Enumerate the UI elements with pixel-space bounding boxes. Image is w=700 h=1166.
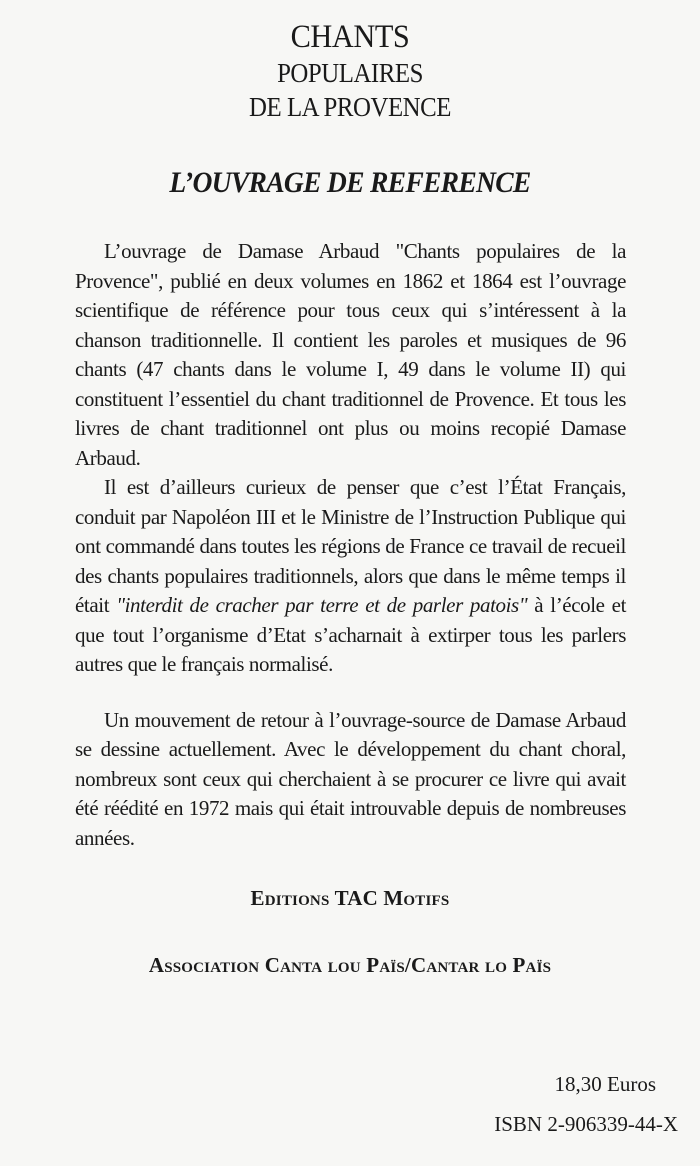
paragraph-3: Un mouvement de retour à l’ouvrage-source de Damase Arbaud se dessine actuellement. Avec le développement du chant choral, nombreux sont ceux qui cherchaient à se procurer ce livre qui avait été réédité en 1972 mais qui était introuvable depuis de nombreuses années. xyxy=(75,707,626,850)
book-subtitle: L’OUVRAGE DE REFERENCE xyxy=(169,166,531,199)
title-line-2: POPULAIRES xyxy=(277,58,423,88)
publisher-name: Editions TAC Motifs xyxy=(250,886,450,910)
paragraph-1: L’ouvrage de Damase Arbaud "Chants populaires de la Provence", publié en deux volumes en 1862 et 1864 est l’ouvrage scientifique de référence pour tous ceux qui s’intéressent à la chanson traditionnelle. Il contient les paroles et musiques de 96 chants (47 chants dans le volume I, 49 dans le volume II) qui constituent l’essentiel du chant traditionnel de Provence. Et tous les livres de chant traditionnel ont plus ou moins recopié Damase Arbaud. xyxy=(75,239,626,470)
isbn: ISBN 2-906339-44-X xyxy=(494,1112,678,1136)
paragraph-2 xyxy=(75,473,626,680)
title-line-1: CHANTS xyxy=(290,19,410,55)
paragraph-2-start: Il est d’ailleurs curieux de penser que c’est l’État Français, conduit par Napoléon III et le Ministre de l’Instruction Publique qui ont commandé dans toutes les régions de France ce travail de recueil des chants populaires traditionnels, alors que dans le même temps il était xyxy=(75,475,626,617)
title-line-3: DE LA PROVENCE xyxy=(249,92,451,122)
paragraph-2-end: à l’école et que tout l’organisme d’Etat s’acharnait à extirper tous les parlers autres que le français normalisé. xyxy=(75,593,626,676)
description-text xyxy=(75,237,626,853)
price: 18,30 Euros xyxy=(554,1072,656,1096)
paragraph-2-quote: "interdit de cracher par terre et de parler patois" xyxy=(116,593,528,617)
book-title xyxy=(0,18,700,124)
association-name: Association Canta lou Païs/Cantar lo Païs xyxy=(148,953,552,977)
